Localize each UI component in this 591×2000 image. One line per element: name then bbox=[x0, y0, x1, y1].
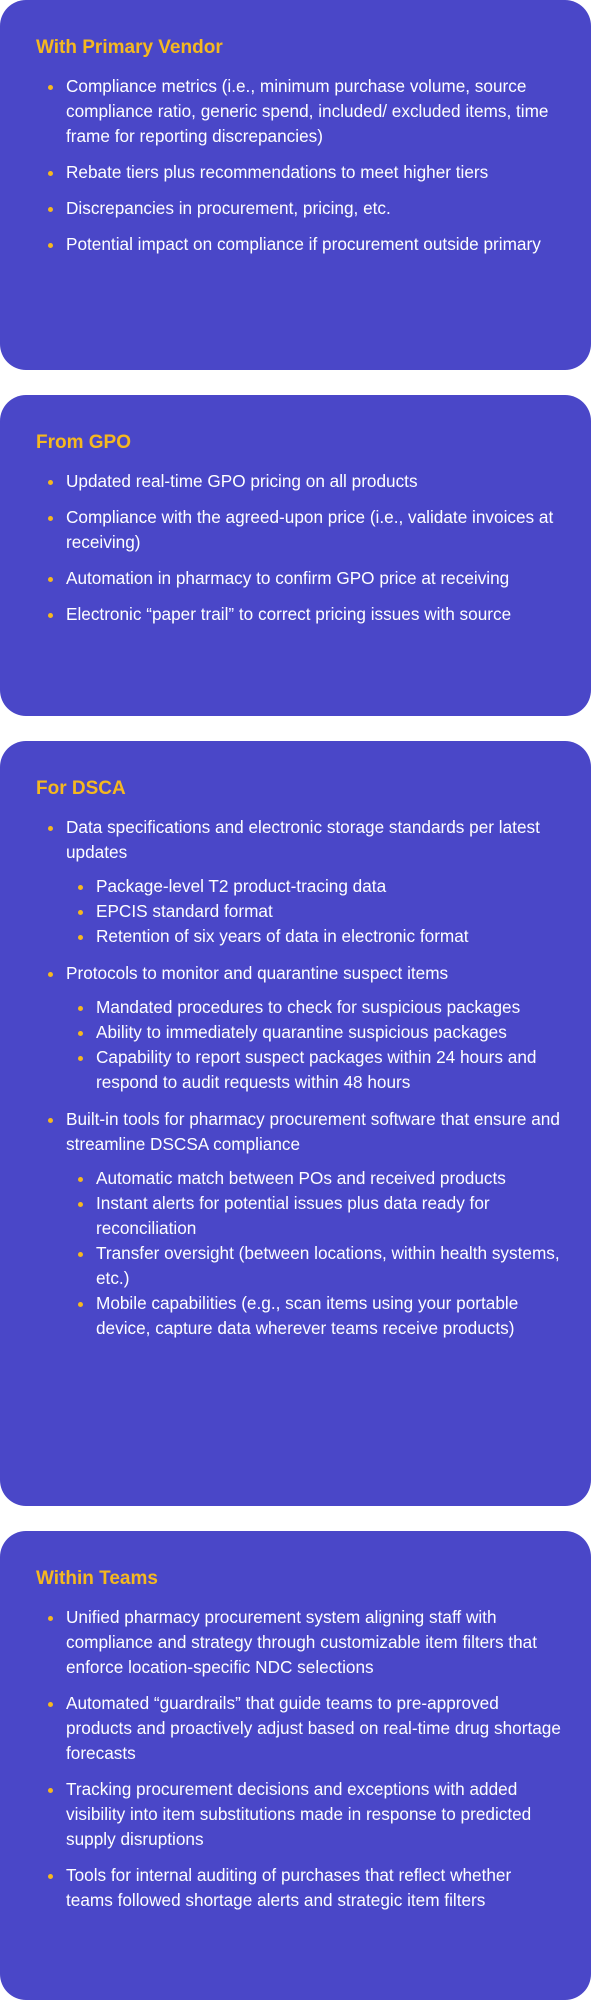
section-title: For DSCA bbox=[36, 778, 126, 799]
sub-list-item: Mandated procedures to check for suspicious packages bbox=[66, 995, 561, 1020]
sub-list-item: Mobile capabilities (e.g., scan items using your portable device, capture data wherever teams receive products) bbox=[66, 1291, 561, 1341]
sub-list-item: Package-level T2 product-tracing data bbox=[66, 874, 561, 899]
list-item: Tracking procurement decisions and exceptions with added visibility into item substitutions made in response to predicted supply disruptions bbox=[36, 1777, 561, 1852]
sub-list-item: Retention of six years of data in electronic format bbox=[66, 924, 561, 949]
list-item-text: Protocols to monitor and quarantine suspect items bbox=[66, 963, 449, 983]
sub-list-item: Instant alerts for potential issues plus data ready for reconciliation bbox=[66, 1191, 561, 1241]
list-item-text: Data specifications and electronic storage standards per latest updates bbox=[66, 817, 540, 862]
section-title: With Primary Vendor bbox=[36, 37, 223, 58]
section-title: Within Teams bbox=[36, 1568, 158, 1589]
list-item: Compliance with the agreed-upon price (i.e., validate invoices at receiving) bbox=[36, 505, 561, 555]
card-gpo bbox=[0, 395, 591, 716]
sub-list-item: Capability to report suspect packages within 24 hours and respond to audit requests within 48 hours bbox=[66, 1045, 561, 1095]
sub-list-item: EPCIS standard format bbox=[66, 899, 561, 924]
list-item: Rebate tiers plus recommendations to meet higher tiers bbox=[36, 160, 561, 185]
list-item bbox=[36, 815, 561, 949]
list-item bbox=[36, 1107, 561, 1341]
list-item: Discrepancies in procurement, pricing, etc. bbox=[36, 196, 561, 221]
sub-list-item: Automatic match between POs and received products bbox=[66, 1166, 561, 1191]
sub-list-item: Ability to immediately quarantine suspicious packages bbox=[66, 1020, 561, 1045]
list-item: Compliance metrics (i.e., minimum purchase volume, source compliance ratio, generic spend, included/ excluded items, time frame for reporting discrepancies) bbox=[36, 74, 561, 149]
card-primary-vendor bbox=[0, 0, 591, 370]
list-item: Potential impact on compliance if procurement outside primary bbox=[36, 232, 561, 257]
bullet-list bbox=[36, 74, 561, 257]
sub-list-item: Transfer oversight (between locations, within health systems, etc.) bbox=[66, 1241, 561, 1291]
list-item: Automation in pharmacy to confirm GPO price at receiving bbox=[36, 566, 561, 591]
list-item: Updated real-time GPO pricing on all products bbox=[36, 469, 561, 494]
sub-list bbox=[66, 995, 561, 1095]
list-item: Electronic “paper trail” to correct pricing issues with source bbox=[36, 602, 561, 627]
list-item-text: Built-in tools for pharmacy procurement software that ensure and streamline DSCSA compliance bbox=[66, 1109, 560, 1154]
list-item: Tools for internal auditing of purchases that reflect whether teams followed shortage alerts and strategic item filters bbox=[36, 1863, 561, 1913]
sub-list bbox=[66, 874, 561, 949]
bullet-list bbox=[36, 1605, 561, 1913]
bullet-list bbox=[36, 469, 561, 627]
sub-list bbox=[66, 1166, 561, 1341]
card-dsca bbox=[0, 741, 591, 1506]
list-item bbox=[36, 961, 561, 1095]
section-title: From GPO bbox=[36, 432, 132, 453]
bullet-list bbox=[36, 815, 561, 1341]
card-within-teams bbox=[0, 1531, 591, 2000]
list-item: Unified pharmacy procurement system aligning staff with compliance and strategy through customizable item filters that enforce location-specific NDC selections bbox=[36, 1605, 561, 1680]
list-item: Automated “guardrails” that guide teams to pre-approved products and proactively adjust based on real-time drug shortage forecasts bbox=[36, 1691, 561, 1766]
